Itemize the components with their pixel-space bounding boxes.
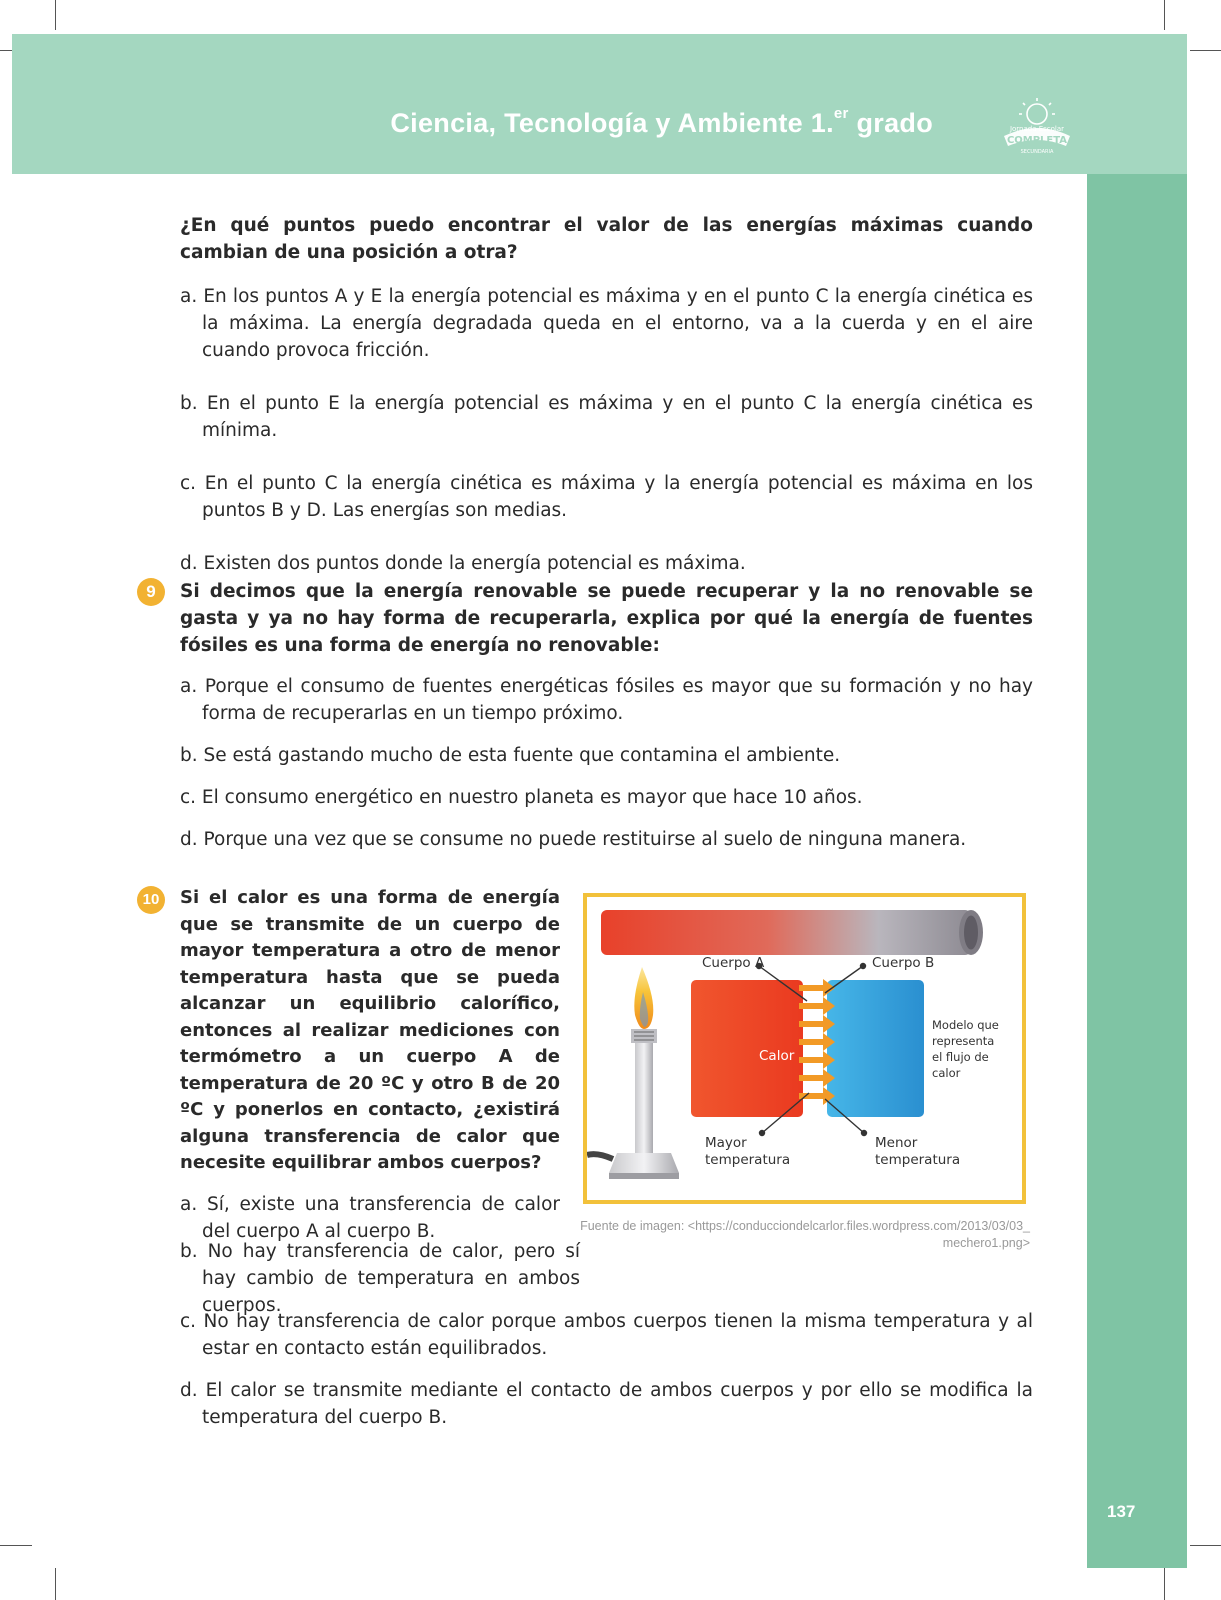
- side-band: [1087, 174, 1187, 1568]
- label-mayor-temperatura: [705, 1135, 790, 1169]
- question-8-option-a: a. En los puntos A y E la energía potencial es máxima y en el punto C la energía cinética es la máxima. La energía degradada queda en el entorno, va a la cuerda y en el aire cuando provoca fricción.: [180, 286, 1033, 361]
- header-title-sup: er: [833, 105, 849, 122]
- label-mayor-line2: temperatura: [705, 1152, 791, 1168]
- question-9-option-a: a. Porque el consumo de fuentes energéticas fósiles es mayor que su formación y no hay forma de recuperarlas en un tiempo próximo.: [180, 676, 1033, 724]
- crop-mark: [1164, 0, 1165, 30]
- figure-source-caption: [560, 1218, 1030, 1252]
- question-9-prompt: Si decimos que la energía renovable se puede recuperar y la no renovable se gasta y ya no hay forma de recuperarla, explica por qué la energía de fuentes fósiles es una forma de energía no renovable:: [180, 581, 1033, 656]
- bunsen-burner-icon: [587, 967, 679, 1179]
- question-9-option-d: d. Porque una vez que se consume no puede restituirse al suelo de ninguna manera.: [180, 829, 967, 850]
- question-10-option-a: a. Sí, existe una transferencia de calor del cuerpo A al cuerpo B.: [180, 1193, 560, 1242]
- question-10-prompt: Si el calor es una forma de energía que se transmite de un cuerpo de mayor temperatura a otro de menor temperatura hasta que se pueda alcanzar un equilibrio calorífico, entonces al realizar mediciones con termómetro a un cuerpo A de temperatura de 20 ºC y otro B de 20 ºC y ponerlos en contacto, ¿existirá alguna transferencia de calor que necesite equilibrar ambos cuerpos?: [180, 887, 560, 1173]
- logo-line1: Jornada Escolar: [1009, 125, 1065, 133]
- jornada-escolar-logo: [996, 96, 1078, 156]
- figure-source-line2: mechero1.png>: [942, 1236, 1030, 1250]
- figure-source-line1: Fuente de imagen: <https://conducciondelcarlor.files.wordpress.com/2013/03/03_: [580, 1219, 1030, 1233]
- question-8: [180, 212, 1033, 577]
- header-title-main: Ciencia, Tecnología y Ambiente 1.: [390, 108, 834, 138]
- body-b-block: [827, 980, 924, 1117]
- heat-transfer-figure: [583, 893, 1026, 1204]
- question-10-option-c: c. No hay transferencia de calor porque ambos cuerpos tienen la misma temperatura y al estar en contacto están equilibrados.: [180, 1311, 1033, 1359]
- crop-mark: [55, 1568, 56, 1600]
- question-8-option-c: c. En el punto C la energía cinética es máxima y la energía potencial es máxima en los puntos B y D. Las energías son medias.: [180, 473, 1033, 521]
- crop-mark: [1190, 50, 1221, 51]
- page-number: 137: [1107, 1502, 1136, 1521]
- label-menor-line2: temperatura: [875, 1152, 961, 1168]
- question-8-option-b: b. En el punto E la energía potencial es máxima y en el punto C la energía cinética es mínima.: [180, 393, 1033, 441]
- question-10-option-b: b. No hay transferencia de calor, pero sí hay cambio de temperatura en ambos cuerpos.: [180, 1241, 580, 1316]
- label-modelo-line1: Modelo que: [932, 1018, 999, 1032]
- crop-mark: [1190, 1545, 1221, 1546]
- label-modelo-line4: calor: [932, 1066, 961, 1080]
- crop-mark: [1164, 1568, 1165, 1600]
- label-menor-line1: Menor: [875, 1135, 918, 1151]
- question-10-number-badge: 10: [137, 886, 165, 914]
- label-modelo-line3: el flujo de: [932, 1050, 989, 1064]
- question-10-option-b-wrap: [180, 1238, 580, 1319]
- question-10-option-d: d. El calor se transmite mediante el contacto de ambos cuerpos y por ello se modifica la temperatura del cuerpo B.: [180, 1380, 1033, 1428]
- label-modelo: [932, 1017, 999, 1081]
- label-cuerpo-b: Cuerpo B: [872, 955, 935, 971]
- label-calor: Calor: [759, 1048, 795, 1064]
- question-10: [180, 885, 560, 1245]
- question-9-option-b: b. Se está gastando mucho de esta fuente que contamina el ambiente.: [180, 745, 841, 766]
- question-8-prompt: ¿En qué puntos puedo encontrar el valor de las energías máximas cuando cambian de una posición a otra?: [180, 215, 1033, 263]
- question-8-option-d: d. Existen dos puntos donde la energía potencial es máxima.: [180, 553, 746, 574]
- heated-rod: [601, 910, 983, 955]
- logo-line3: SECUNDARIA: [1020, 149, 1054, 155]
- crop-mark: [55, 0, 56, 30]
- header-title-end: grado: [856, 108, 933, 138]
- label-menor-temperatura: [875, 1135, 960, 1169]
- crop-mark: [0, 1545, 32, 1546]
- logo-line2: COMPLETA: [1006, 135, 1068, 146]
- label-cuerpo-a: Cuerpo A: [702, 955, 765, 971]
- page-header-title: [390, 105, 933, 139]
- question-9: [180, 578, 1033, 853]
- question-9-option-c: c. El consumo energético en nuestro planeta es mayor que hace 10 años.: [180, 787, 863, 808]
- label-mayor-line1: Mayor: [705, 1135, 747, 1151]
- question-10-options-cd: [180, 1308, 1033, 1431]
- question-9-number-badge: 9: [137, 578, 165, 606]
- label-modelo-line2: representa: [932, 1034, 995, 1048]
